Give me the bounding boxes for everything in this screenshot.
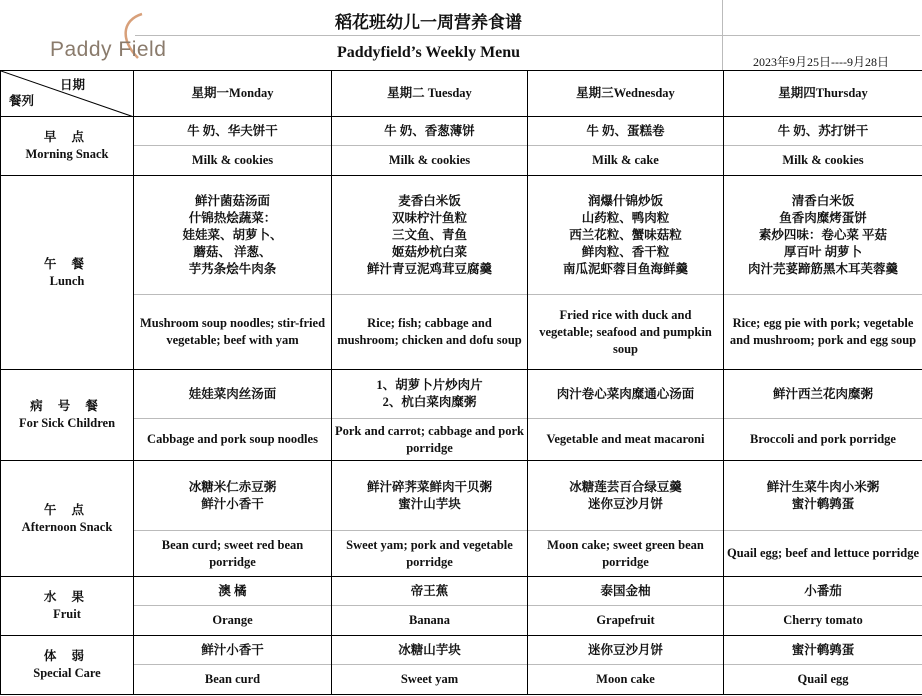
menu-cell-en: Pork and carrot; cabbage and pork porridge [332,419,528,461]
page-title-cn: 稻花班幼儿一周营养食谱 [335,13,522,32]
menu-cell-cn: 润爆什锦炒饭 山药粒、鸭肉粒 西兰花粒、蟹味菇粒 鲜肉粒、香干粒 南瓜泥虾蓉目鱼海鲜羹 [528,176,724,295]
meal-label-en: Fruit [53,607,81,621]
menu-cell-cn: 牛 奶、华夫饼干 [134,117,332,146]
meal-label-cn: 体 弱 [43,649,91,663]
menu-cell-cn: 1、胡萝卜片炒肉片 2、杭白菜肉糜粥 [332,370,528,419]
corner-cell [1,71,134,117]
menu-cell-en: Quail egg; beef and lettuce porridge [724,531,922,577]
menu-cell-cn: 小番茄 [724,577,922,606]
menu-cell-en: Broccoli and pork porridge [724,419,922,461]
page-title-en: Paddyfield’s Weekly Menu [336,44,521,61]
menu-cell-en: Orange [134,606,332,636]
menu-cell-cn: 麦香白米饭 双味柠汁鱼粒 三文鱼、青鱼 姬菇炒杭白菜 鲜汁青豆泥鸡茸豆腐羹 [332,176,528,295]
weekly-menu-table [0,70,922,695]
menu-cell-en: Rice; egg pie with pork; vegetable and mushroom; pork and egg soup [724,295,922,370]
logo-text: Paddy Field [50,38,167,61]
menu-cell-cn: 鲜汁西兰花肉糜粥 [724,370,922,419]
corner-meal-label: 餐列 [9,94,35,108]
menu-cell-en: Quail egg [724,665,922,695]
table-row [1,461,922,531]
menu-cell-en: Moon cake [528,665,724,695]
meal-label-en: For Sick Children [18,416,116,430]
menu-cell-en: Milk & cookies [332,146,528,176]
menu-cell-cn: 鲜汁小香干 [134,636,332,665]
table-row [1,665,922,695]
meal-label-en: Afternoon Snack [21,519,113,534]
meal-label-cn: 水 果 [43,590,91,604]
menu-cell-en: Sweet yam; pork and vegetable porridge [332,531,528,577]
day-header-row [1,71,922,117]
table-row [1,117,922,146]
header-divider [135,35,920,36]
menu-cell-cn: 冰糖莲芸百合绿豆羹 迷你豆沙月饼 [528,461,724,531]
date-range: 2023年9月25日----9月28日 [753,55,889,69]
menu-cell-en: Sweet yam [332,665,528,695]
menu-cell-en: Fried rice with duck and vegetable; seafood and pumpkin soup [528,295,724,370]
menu-cell-cn: 牛 奶、香葱薄饼 [332,117,528,146]
meal-label-cn: 早 点 [43,130,91,144]
meal-label-cell [1,370,134,461]
day-header: 星期一Monday [134,71,332,117]
day-header: 星期三Wednesday [528,71,724,117]
menu-cell-cn: 帝王蕉 [332,577,528,606]
meal-label-cn: 午 餐 [43,256,91,271]
menu-cell-en: Moon cake; sweet green bean porridge [528,531,724,577]
meal-label-cell [1,636,134,695]
menu-cell-cn: 泰国金柚 [528,577,724,606]
table-row [1,370,922,419]
day-header: 星期四Thursday [724,71,922,117]
menu-cell-en: Bean curd; sweet red bean porridge [134,531,332,577]
table-row [1,577,922,606]
menu-cell-en: Grapefruit [528,606,724,636]
menu-cell-cn: 鲜汁菌菇汤面 什锦热烩蔬菜： 娃娃菜、胡萝卜、 蘑菇、 洋葱、 芋艿条烩牛肉条 [134,176,332,295]
meal-label-en: Morning Snack [25,147,109,161]
meal-label-cell [1,577,134,636]
menu-cell-en: Cherry tomato [724,606,922,636]
table-row [1,531,922,577]
meal-label-cn: 午 点 [43,502,91,517]
table-row [1,636,922,665]
menu-cell-en: Milk & cookies [724,146,922,176]
menu-cell-cn: 牛 奶、蛋糕卷 [528,117,724,146]
table-row [1,176,922,295]
menu-cell-cn: 冰糖米仁赤豆粥 鲜汁小香干 [134,461,332,531]
meal-label-cn: 病 号 餐 [30,399,104,413]
corner-date-label: 日期 [59,78,85,92]
menu-cell-en: Cabbage and pork soup noodles [134,419,332,461]
menu-cell-cn: 鲜汁碎荠菜鲜肉干贝粥 蜜汁山芋块 [332,461,528,531]
menu-cell-cn: 清香白米饭 鱼香肉糜烤蛋饼 素炒四味：卷心菜 平菇 厚百叶 胡萝卜 肉汁芫荽蹄筋黑木耳芙蓉羹 [724,176,922,295]
menu-cell-en: Banana [332,606,528,636]
table-row [1,606,922,636]
meal-label-en: Special Care [33,666,101,680]
table-row [1,295,922,370]
menu-cell-cn: 澳 橘 [134,577,332,606]
menu-cell-en: Milk & cake [528,146,724,176]
menu-cell-cn: 牛 奶、苏打饼干 [724,117,922,146]
menu-cell-en: Rice; fish; cabbage and mushroom; chicken and dofu soup [332,295,528,370]
day-header: 星期二 Tuesday [332,71,528,117]
meal-label-cell [1,176,134,370]
menu-cell-en: Milk & cookies [134,146,332,176]
header-vertical-divider [722,0,724,70]
menu-cell-en: Mushroom soup noodles; stir-fried vegetable; beef with yam [134,295,332,370]
meal-label-en: Lunch [49,273,85,288]
menu-cell-cn: 冰糖山芋块 [332,636,528,665]
meal-label-cell [1,461,134,577]
table-row [1,419,922,461]
menu-cell-cn: 娃娃菜肉丝汤面 [134,370,332,419]
menu-cell-en: Bean curd [134,665,332,695]
menu-cell-cn: 肉汁卷心菜肉糜通心汤面 [528,370,724,419]
menu-cell-cn: 鲜汁生菜牛肉小米粥 蜜汁鹌鹑蛋 [724,461,922,531]
menu-cell-cn: 蜜汁鹌鹑蛋 [724,636,922,665]
meal-label-cell [1,117,134,176]
menu-cell-en: Vegetable and meat macaroni [528,419,724,461]
table-row [1,146,922,176]
menu-cell-cn: 迷你豆沙月饼 [528,636,724,665]
